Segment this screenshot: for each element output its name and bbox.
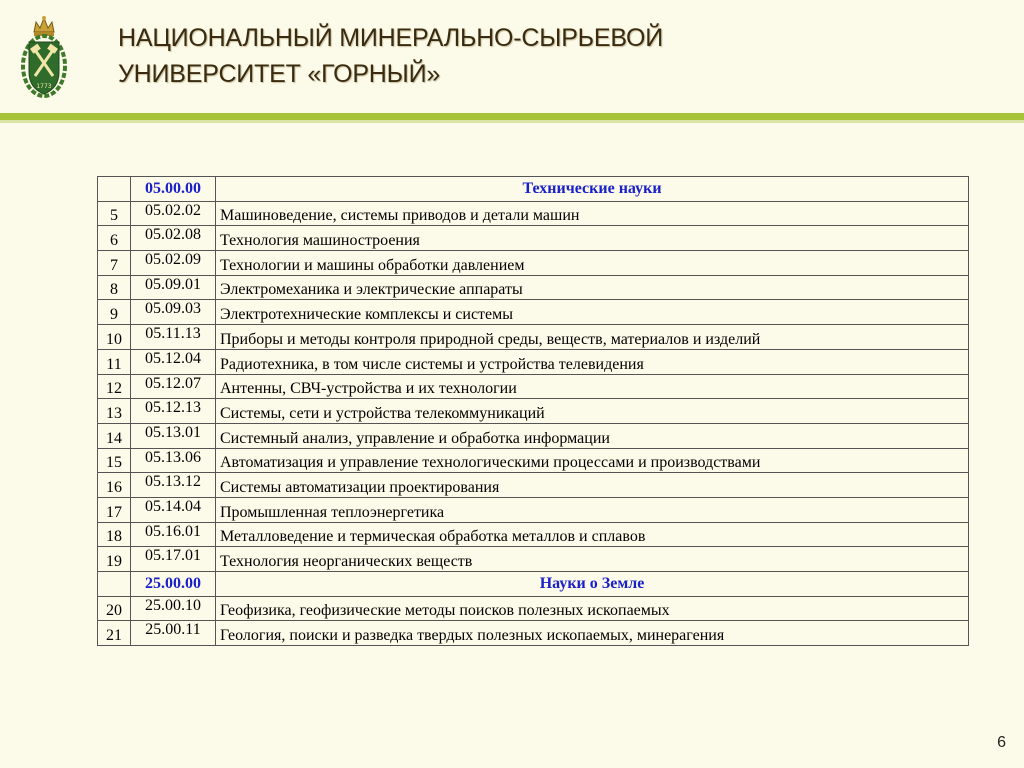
row-number-cell: 8 bbox=[98, 275, 131, 300]
specialty-name-cell: Технология машиностроения bbox=[216, 226, 969, 251]
specialty-name-cell: Технология неорганических веществ bbox=[216, 547, 969, 572]
university-emblem-icon bbox=[20, 14, 68, 100]
row-number-cell: 18 bbox=[98, 522, 131, 547]
table-row bbox=[98, 275, 969, 300]
table-row bbox=[98, 251, 969, 276]
row-number-cell: 10 bbox=[98, 325, 131, 350]
row-number-cell: 20 bbox=[98, 596, 131, 621]
specialty-code-cell: 05.12.13 bbox=[131, 399, 216, 424]
specialty-code-cell: 05.13.06 bbox=[131, 448, 216, 473]
specialty-name-cell: Металловедение и термическая обработка металлов и сплавов bbox=[216, 522, 969, 547]
specialty-code-cell: 05.02.08 bbox=[131, 226, 216, 251]
specialty-code-cell: 05.14.04 bbox=[131, 497, 216, 522]
row-number-cell: 16 bbox=[98, 473, 131, 498]
specialty-name-cell: Системы автоматизации проектирования bbox=[216, 473, 969, 498]
table-row bbox=[98, 201, 969, 226]
specialty-code-cell: 05.02.09 bbox=[131, 251, 216, 276]
table-row bbox=[98, 226, 969, 251]
row-number-cell: 12 bbox=[98, 374, 131, 399]
specialty-name-cell: Промышленная теплоэнергетика bbox=[216, 497, 969, 522]
row-number-cell: 11 bbox=[98, 349, 131, 374]
table-row bbox=[98, 497, 969, 522]
table-row bbox=[98, 325, 969, 350]
header-divider bbox=[0, 113, 1024, 120]
specialty-name-cell: Приборы и методы контроля природной среды, веществ, материалов и изделий bbox=[216, 325, 969, 350]
specialties-table-body bbox=[98, 177, 969, 646]
row-number-cell: 14 bbox=[98, 423, 131, 448]
specialty-name-cell: Системный анализ, управление и обработка информации bbox=[216, 423, 969, 448]
row-number-cell bbox=[98, 572, 131, 597]
specialty-name-cell: Технические науки bbox=[216, 177, 969, 202]
row-number-cell: 7 bbox=[98, 251, 131, 276]
specialty-code-cell: 05.13.12 bbox=[131, 473, 216, 498]
specialty-code-cell: 05.12.04 bbox=[131, 349, 216, 374]
table-row bbox=[98, 300, 969, 325]
specialty-code-cell: 05.09.01 bbox=[131, 275, 216, 300]
specialty-name-cell: Технологии и машины обработки давлением bbox=[216, 251, 969, 276]
group-heading-row bbox=[98, 177, 969, 202]
specialty-code-cell: 05.11.13 bbox=[131, 325, 216, 350]
row-number-cell: 19 bbox=[98, 547, 131, 572]
specialties-table bbox=[97, 176, 969, 646]
header-divider-shadow bbox=[0, 120, 1024, 123]
specialty-code-cell: 05.17.01 bbox=[131, 547, 216, 572]
table-row bbox=[98, 522, 969, 547]
specialty-name-cell: Электротехнические комплексы и системы bbox=[216, 300, 969, 325]
specialty-code-cell: 05.00.00 bbox=[131, 177, 216, 202]
group-heading-row bbox=[98, 572, 969, 597]
table-row bbox=[98, 349, 969, 374]
specialty-code-cell: 25.00.10 bbox=[131, 596, 216, 621]
specialty-code-cell: 05.13.01 bbox=[131, 423, 216, 448]
emblem-year: 1773 bbox=[36, 83, 52, 90]
specialty-name-cell: Науки о Земле bbox=[216, 572, 969, 597]
table-row bbox=[98, 621, 969, 646]
title-line-2: УНИВЕРСИТЕТ «ГОРНЫЙ» bbox=[118, 60, 441, 88]
specialty-code-cell: 05.16.01 bbox=[131, 522, 216, 547]
table-row bbox=[98, 473, 969, 498]
table-row bbox=[98, 423, 969, 448]
row-number-cell: 15 bbox=[98, 448, 131, 473]
specialty-code-cell: 05.12.07 bbox=[131, 374, 216, 399]
specialty-code-cell: 05.09.03 bbox=[131, 300, 216, 325]
row-number-cell bbox=[98, 177, 131, 202]
specialty-name-cell: Электромеханика и электрические аппараты bbox=[216, 275, 969, 300]
row-number-cell: 17 bbox=[98, 497, 131, 522]
page-number: 6 bbox=[997, 734, 1006, 751]
specialty-name-cell: Геология, поиски и разведка твердых полезных ископаемых, минерагения bbox=[216, 621, 969, 646]
specialty-code-cell: 05.02.02 bbox=[131, 201, 216, 226]
row-number-cell: 5 bbox=[98, 201, 131, 226]
title-line-1: НАЦИОНАЛЬНЫЙ МИНЕРАЛЬНО-СЫРЬЕВОЙ bbox=[118, 24, 664, 52]
row-number-cell: 9 bbox=[98, 300, 131, 325]
slide-header bbox=[0, 0, 1024, 112]
table-row bbox=[98, 399, 969, 424]
table-row bbox=[98, 448, 969, 473]
specialty-name-cell: Системы, сети и устройства телекоммуникаций bbox=[216, 399, 969, 424]
specialty-name-cell: Радиотехника, в том числе системы и устройства телевидения bbox=[216, 349, 969, 374]
specialty-code-cell: 25.00.11 bbox=[131, 621, 216, 646]
specialty-code-cell: 25.00.00 bbox=[131, 572, 216, 597]
specialty-name-cell: Автоматизация и управление технологическими процессами и производствами bbox=[216, 448, 969, 473]
row-number-cell: 21 bbox=[98, 621, 131, 646]
specialty-name-cell: Антенны, СВЧ-устройства и их технологии bbox=[216, 374, 969, 399]
specialty-name-cell: Геофизика, геофизические методы поисков полезных ископаемых bbox=[216, 596, 969, 621]
specialty-name-cell: Машиноведение, системы приводов и детали машин bbox=[216, 201, 969, 226]
page-title bbox=[118, 20, 663, 92]
table-row bbox=[98, 547, 969, 572]
row-number-cell: 6 bbox=[98, 226, 131, 251]
row-number-cell: 13 bbox=[98, 399, 131, 424]
table-row bbox=[98, 374, 969, 399]
table-row bbox=[98, 596, 969, 621]
